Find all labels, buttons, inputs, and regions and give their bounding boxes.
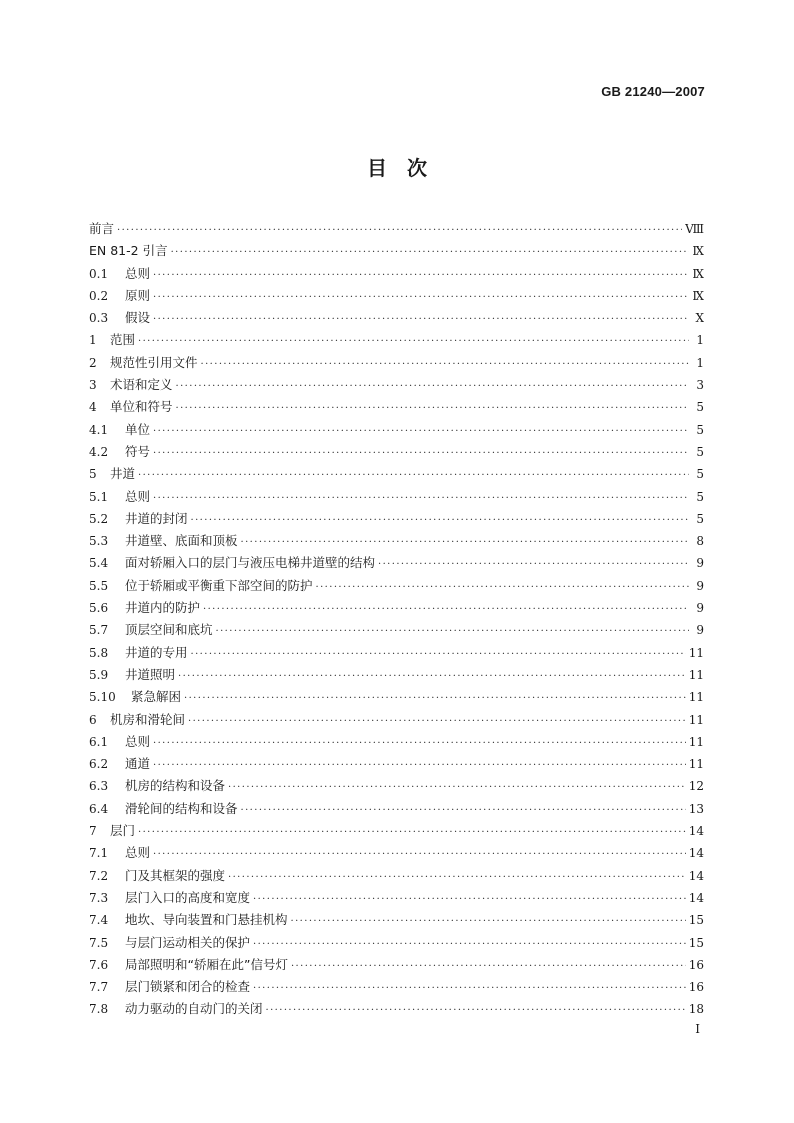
toc-entry-label: 前言 <box>89 221 115 236</box>
toc-entry-page: 11 <box>688 690 704 705</box>
toc-entry-page: 5 <box>696 511 704 526</box>
toc-entry-page: 11 <box>688 712 704 727</box>
dot-leader <box>153 309 689 331</box>
toc-entry[interactable] <box>89 352 704 374</box>
toc-entry[interactable] <box>89 954 704 976</box>
toc-entry-page: 5 <box>696 489 704 504</box>
toc-entry-label: 总则 <box>125 488 151 504</box>
toc-entry[interactable] <box>89 753 704 775</box>
toc-entry-page: 9 <box>696 556 704 571</box>
toc-entry-number: 5 <box>89 467 97 482</box>
toc-entry-page: 14 <box>688 824 704 839</box>
dot-leader <box>153 733 686 755</box>
toc-entry-number: 7.1 <box>89 846 109 861</box>
toc-entry-page: Ⅸ <box>692 244 704 259</box>
toc-entry-label: 符号 <box>125 443 151 459</box>
toc-entry-page: 14 <box>688 890 704 905</box>
dot-leader <box>153 443 689 465</box>
toc-entry-number: 7.7 <box>89 980 109 995</box>
dot-leader <box>291 911 686 933</box>
dot-leader <box>153 265 689 287</box>
dot-leader <box>184 688 686 710</box>
toc-entry-page: 5 <box>696 422 704 437</box>
page-number: Ⅰ <box>695 1022 700 1036</box>
toc-entry-label: 局部照明和“轿厢在此”信号灯 <box>125 956 288 972</box>
dot-leader <box>138 331 689 353</box>
toc-entry-label: 地坎、导向装置和门悬挂机构 <box>125 912 288 928</box>
toc-entry-number: 1 <box>89 333 97 348</box>
dot-leader <box>241 800 686 822</box>
toc-entry-page: 16 <box>688 980 704 995</box>
dot-leader <box>153 844 686 866</box>
toc-entry-label: 井道照明 <box>125 666 176 682</box>
dot-leader <box>117 220 682 242</box>
toc-entry-page: 9 <box>696 623 704 638</box>
toc-entry[interactable] <box>89 909 704 931</box>
toc-entry[interactable] <box>89 240 704 262</box>
toc-entry-label: 位于轿厢或平衡重下部空间的防护 <box>125 577 313 593</box>
dot-leader <box>191 644 686 666</box>
toc-entry[interactable] <box>89 486 704 508</box>
dot-leader <box>178 666 686 688</box>
toc-entry[interactable] <box>89 820 704 842</box>
toc-entry[interactable] <box>89 597 704 619</box>
toc-entry-label: 井道的专用 <box>125 644 188 660</box>
dot-leader <box>188 711 686 733</box>
toc-entry[interactable] <box>89 218 704 240</box>
dot-leader <box>176 376 689 398</box>
toc-entry-page: 1 <box>696 355 704 370</box>
toc-entry[interactable] <box>89 419 704 441</box>
toc-entry-label: 总则 <box>125 733 151 749</box>
toc-entry-page: 14 <box>688 868 704 883</box>
toc-entry-page: 5 <box>696 444 704 459</box>
toc-entry[interactable] <box>89 307 704 329</box>
toc-entry-page: 9 <box>696 578 704 593</box>
toc-entry-page: 9 <box>696 601 704 616</box>
toc-entry[interactable] <box>89 575 704 597</box>
toc-entry[interactable] <box>89 932 704 954</box>
dot-leader <box>153 287 689 309</box>
toc-entry[interactable] <box>89 976 704 998</box>
standard-code: GB 21240—2007 <box>601 84 705 99</box>
toc-entry[interactable] <box>89 731 704 753</box>
page-title: 目 次 <box>367 156 427 180</box>
toc-entry-label: 机房的结构和设备 <box>125 778 226 794</box>
toc-entry[interactable] <box>89 998 704 1020</box>
toc-entry-number: 3 <box>89 378 97 393</box>
toc-entry-number: 2 <box>89 355 97 370</box>
dot-leader <box>153 488 689 510</box>
toc-entry-page: 13 <box>688 801 704 816</box>
toc-entry-number: 7.3 <box>89 890 109 905</box>
toc-entry-number: 7 <box>89 824 97 839</box>
toc-entry-number: 5.5 <box>89 578 109 593</box>
toc-entry-label: 面对轿厢入口的层门与液压电梯井道壁的结构 <box>125 555 376 571</box>
toc-entry-page: 12 <box>688 779 704 794</box>
toc-entry-label: 规范性引用文件 <box>110 354 198 370</box>
toc-entry-label: 机房和滑轮间 <box>110 711 186 727</box>
toc-entry-number: 5.9 <box>89 667 109 682</box>
toc-entry[interactable] <box>89 842 704 864</box>
toc-entry-number: 6.3 <box>89 779 109 794</box>
toc-entry[interactable] <box>89 508 704 530</box>
toc-entry-label: 紧急解困 <box>131 689 182 705</box>
toc-entry[interactable] <box>89 374 704 396</box>
toc-entry-label: 总则 <box>125 265 151 281</box>
toc-entry-number: 4 <box>89 400 97 415</box>
toc-entry-page: Ⅷ <box>685 222 704 236</box>
dot-leader <box>201 354 689 376</box>
toc-entry-number: 6 <box>89 712 97 727</box>
toc-entry[interactable] <box>89 775 704 797</box>
toc-entry[interactable] <box>89 664 704 686</box>
toc-entry-label: 假设 <box>125 310 151 326</box>
dot-leader <box>153 755 686 777</box>
toc-entry[interactable] <box>89 263 704 285</box>
toc-entry-label: 滑轮间的结构和设备 <box>125 800 238 816</box>
toc-entry-label: 顶层空间和底坑 <box>125 622 213 638</box>
toc-entry-number: 5.1 <box>89 489 109 504</box>
toc-entry-label: 井道壁、底面和顶板 <box>125 533 238 549</box>
toc-entry-page: Ⅸ <box>692 288 704 303</box>
toc-entry-label: 层门锁紧和闭合的检查 <box>125 979 251 995</box>
toc-entry-page: 11 <box>688 734 704 749</box>
dot-leader <box>138 465 689 487</box>
toc-entry-page: 3 <box>696 378 704 393</box>
toc-entry-label: 井道内的防护 <box>125 600 201 616</box>
toc-entry-number: 6.2 <box>89 757 109 772</box>
toc-entry-label: 术语和定义 <box>110 377 173 393</box>
toc-entry-label: EN 81-2 引言 <box>89 243 168 259</box>
toc-entry-number: 7.5 <box>89 935 109 950</box>
toc-entry-label: 与层门运动相关的保护 <box>125 934 251 950</box>
toc-entry-label: 层门 <box>110 823 136 839</box>
dot-leader <box>176 398 689 420</box>
toc-entry-label: 门及其框架的强度 <box>125 867 226 883</box>
toc-entry-number: 5.3 <box>89 534 109 549</box>
toc-entry-number: 4.2 <box>89 444 109 459</box>
toc-entry-page: 5 <box>696 467 704 482</box>
toc-entry-number: 0.3 <box>89 311 109 326</box>
toc-entry[interactable] <box>89 552 704 574</box>
toc-entry[interactable] <box>89 887 704 909</box>
toc-entry-number: 5.2 <box>89 511 109 526</box>
dot-leader <box>228 867 686 889</box>
toc-entry-page: Ⅸ <box>692 266 704 281</box>
toc-entry-page: 5 <box>696 400 704 415</box>
dot-leader <box>191 510 689 532</box>
dot-leader <box>228 777 686 799</box>
toc-entry-number: 7.6 <box>89 957 109 972</box>
dot-leader <box>203 599 689 621</box>
toc-entry-label: 井道的封闭 <box>125 510 188 526</box>
toc-entry-label: 原则 <box>125 287 151 303</box>
toc-entry-number: 6.4 <box>89 801 109 816</box>
toc-entry-label: 通道 <box>125 756 151 772</box>
dot-leader <box>216 621 689 643</box>
dot-leader <box>316 577 689 599</box>
toc-entry-label: 范围 <box>110 332 136 348</box>
table-of-contents <box>89 218 704 1021</box>
toc-entry-number: 0.2 <box>89 288 109 303</box>
toc-entry-number: 5.6 <box>89 601 109 616</box>
toc-entry[interactable] <box>89 530 704 552</box>
toc-entry-label: 单位和符号 <box>110 399 173 415</box>
toc-entry-page: 18 <box>688 1002 704 1017</box>
toc-entry-number: 4.1 <box>89 422 109 437</box>
toc-entry[interactable] <box>89 441 704 463</box>
toc-entry-label: 单位 <box>125 421 151 437</box>
toc-entry-page: 14 <box>688 846 704 861</box>
dot-leader <box>253 934 686 956</box>
toc-entry[interactable] <box>89 329 704 351</box>
toc-entry-number: 7.8 <box>89 1002 109 1017</box>
toc-entry-label: 层门入口的高度和宽度 <box>125 889 251 905</box>
toc-entry[interactable] <box>89 396 704 418</box>
toc-entry-page: 11 <box>688 757 704 772</box>
dot-leader <box>138 822 686 844</box>
toc-entry-page: 15 <box>688 913 704 928</box>
dot-leader <box>171 242 689 264</box>
dot-leader <box>291 956 686 978</box>
toc-entry-label: 总则 <box>125 845 151 861</box>
toc-entry-number: 0.1 <box>89 266 109 281</box>
toc-entry-number: 7.4 <box>89 913 109 928</box>
toc-entry-page: 1 <box>696 333 704 348</box>
toc-entry-page: 8 <box>696 534 704 549</box>
toc-entry[interactable] <box>89 619 704 641</box>
toc-entry-label: 动力驱动的自动门的关闭 <box>125 1001 263 1017</box>
toc-entry[interactable] <box>89 686 704 708</box>
dot-leader <box>253 889 686 911</box>
toc-entry[interactable] <box>89 285 704 307</box>
toc-entry-number: 6.1 <box>89 734 109 749</box>
toc-entry[interactable] <box>89 463 704 485</box>
toc-entry-number: 5.7 <box>89 623 109 638</box>
dot-leader <box>378 554 689 576</box>
toc-entry[interactable] <box>89 642 704 664</box>
toc-entry[interactable] <box>89 709 704 731</box>
toc-entry-page: 15 <box>688 935 704 950</box>
dot-leader <box>253 978 686 1000</box>
toc-entry-page: 11 <box>688 667 704 682</box>
toc-entry[interactable] <box>89 798 704 820</box>
toc-entry-label: 井道 <box>110 466 136 482</box>
toc-entry-page: 16 <box>688 957 704 972</box>
toc-entry-page: 11 <box>688 645 704 660</box>
toc-entry[interactable] <box>89 865 704 887</box>
dot-leader <box>266 1000 686 1022</box>
toc-entry-number: 5.8 <box>89 645 109 660</box>
toc-entry-page: Ⅹ <box>695 311 704 326</box>
toc-entry-number: 5.10 <box>89 690 116 705</box>
dot-leader <box>241 532 689 554</box>
toc-entry-number: 5.4 <box>89 556 109 571</box>
dot-leader <box>153 421 689 443</box>
toc-entry-number: 7.2 <box>89 868 109 883</box>
